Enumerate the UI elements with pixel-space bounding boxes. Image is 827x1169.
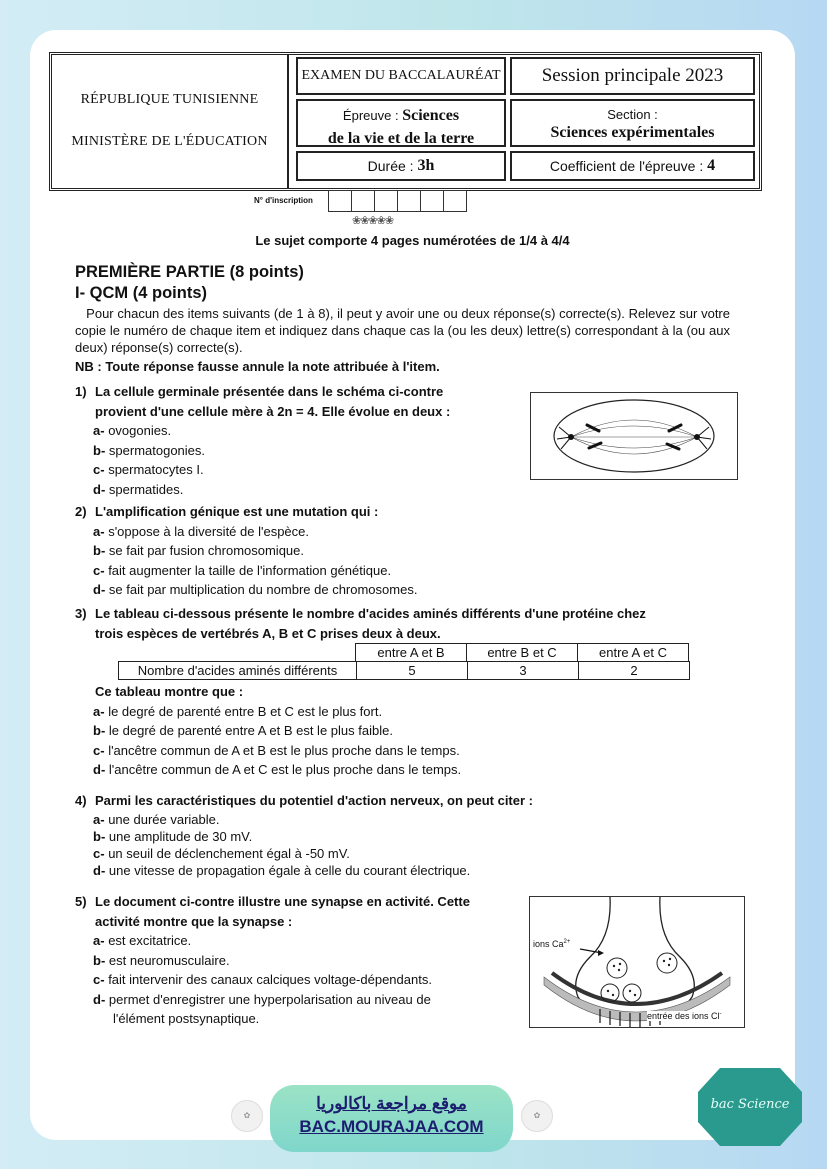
republic-label: RÉPUBLIQUE TUNISIENNE: [80, 92, 259, 107]
question-1: [75, 382, 450, 499]
option-a: [75, 811, 533, 828]
option-text: l'ancêtre commun de A et C est le plus proche dans le temps.: [108, 762, 462, 777]
nb-note: NB : Toute réponse fausse annule la note attribuée à l'item.: [75, 359, 440, 374]
inscription-box: [328, 190, 352, 212]
table-cell: 2: [578, 661, 690, 680]
option-letter: b-: [93, 828, 106, 844]
option-letter: a-: [93, 523, 105, 539]
banner-url[interactable]: BAC.MOURAJAA.COM: [299, 1117, 484, 1136]
option-text: le degré de parenté entre B et C est le plus fort.: [108, 703, 383, 719]
header-institution: [52, 55, 289, 188]
inscription-box: [351, 190, 375, 212]
epreuve-value-2: de la vie et de la terre: [327, 130, 475, 147]
question-text-2: activité montre que la synapse :: [95, 913, 293, 929]
epreuve-cell: [296, 99, 506, 147]
option-letter: d-: [93, 481, 106, 497]
option-a: [75, 421, 450, 441]
bac-science-badge: [696, 1066, 804, 1148]
question-number: 5): [75, 894, 87, 909]
site-banner[interactable]: [270, 1085, 513, 1152]
question-text-2: trois espèces de vertébrés A, B et C prises deux à deux.: [95, 625, 441, 641]
option-text: spermatogonies.: [108, 442, 206, 458]
table-row: [118, 661, 689, 679]
question-3: [75, 604, 646, 643]
option-letter: c-: [93, 972, 105, 987]
option-letter: b-: [93, 723, 106, 738]
duree-label: Durée :: [367, 158, 414, 174]
option-letter: c-: [93, 742, 105, 758]
label-ca-text: ions Ca: [533, 939, 564, 949]
option-text: permet d'enregistrer une hyperpolarisation au niveau de: [108, 991, 431, 1007]
option-letter: b-: [93, 543, 106, 558]
option-text: ovogonies.: [108, 423, 172, 438]
intro-body: Pour chacun des items suivants (de 1 à 8), il peut y avoir une ou deux réponse(s) correcte(s). Relevez sur votre copie le numéro de chaque item et indiquez dans chaque cas la (ou les deux) lettre(s) correspondant à la (ou aux deux) réponse(s) correcte(s).: [75, 306, 730, 355]
option-text: fait augmenter la taille de l'information génétique.: [108, 562, 392, 578]
option-letter: b-: [93, 442, 106, 458]
question-number: 2): [75, 504, 87, 519]
option-text: se fait par fusion chromosomique.: [108, 543, 305, 558]
subject-note: Le sujet comporte 4 pages numérotées de 1/4 à 4/4: [255, 233, 570, 248]
coef-label: Coefficient de l'épreuve :: [549, 158, 704, 174]
option-text: est excitatrice.: [108, 933, 192, 948]
option-c: [75, 845, 533, 862]
option-b: [75, 541, 417, 561]
option-letter: a-: [93, 933, 105, 948]
question-2: [75, 502, 417, 600]
option-letter: d-: [93, 862, 106, 878]
option-letter: d-: [93, 762, 106, 777]
security-pattern-icon: ❀❀❀❀❀: [352, 215, 394, 227]
exam-title: EXAMEN DU BACCALAURÉAT: [296, 57, 506, 95]
option-letter: c-: [93, 845, 105, 861]
inscription-box: [420, 190, 444, 212]
ministry-label: MINISTÈRE DE L'ÉDUCATION: [71, 134, 268, 149]
site-logo-icon: ✿: [521, 1100, 553, 1132]
table-header: entre A et B: [355, 643, 467, 662]
coef-value: 4: [707, 157, 716, 174]
option-letter: a-: [93, 703, 105, 719]
option-a: [75, 702, 461, 722]
session-title: Session principale 2023: [510, 57, 755, 95]
option-c: [75, 741, 461, 761]
option-b: [75, 951, 470, 971]
cell-division-figure: [530, 392, 738, 480]
option-letter: c-: [93, 462, 105, 477]
inscription-label: N° d'inscription: [254, 196, 313, 205]
question-3-options: [75, 682, 461, 780]
option-letter: b-: [93, 952, 106, 968]
inscription-boxes: [328, 190, 466, 212]
badge-text: bac Science: [710, 1097, 790, 1112]
option-text: le degré de parenté entre A et B est le plus faible.: [108, 723, 393, 738]
table-header: entre B et C: [466, 643, 578, 662]
option-b: [75, 441, 450, 461]
banner-arabic[interactable]: موقع مراجعة باكالوريا: [316, 1094, 467, 1113]
question-4: [75, 791, 533, 879]
option-c: [75, 561, 417, 581]
option-text: spermatides.: [108, 481, 184, 497]
option-letter: a-: [93, 811, 105, 827]
label-cl-ions: [647, 1011, 722, 1021]
question-text: Parmi les caractéristiques du potentiel d'action nerveux, on peut citer :: [95, 793, 533, 808]
option-d: [75, 990, 470, 1010]
table-lead: Ce tableau montre que :: [95, 684, 244, 699]
site-logo-icon: ✿: [231, 1100, 263, 1132]
synapse-figure: [529, 896, 745, 1028]
option-letter: a-: [93, 423, 105, 438]
option-text: se fait par multiplication du nombre de chromosomes.: [108, 582, 418, 597]
option-letter: d-: [93, 582, 106, 597]
section-cell: [510, 99, 755, 147]
section-label: Section :: [607, 107, 658, 122]
inscription-box: [443, 190, 467, 212]
option-text: spermatocytes I.: [108, 462, 204, 477]
question-number: 3): [75, 606, 87, 621]
option-text: une vitesse de propagation égale à celle du courant électrique.: [108, 862, 471, 878]
coef-cell: [510, 151, 755, 181]
option-text: une durée variable.: [108, 811, 220, 827]
question-text: La cellule germinale présentée dans le schéma ci-contre: [95, 384, 444, 399]
option-d: [75, 480, 450, 500]
option-text: un seuil de déclenchement égal à -50 mV.: [108, 845, 350, 861]
option-letter: d-: [93, 991, 106, 1007]
table-header-row: [355, 643, 689, 661]
duree-cell: [296, 151, 506, 181]
table-cell: 5: [356, 661, 468, 680]
part-title: PREMIÈRE PARTIE (8 points): [75, 263, 304, 281]
option-text: l'ancêtre commun de A et B est le plus proche dans le temps.: [108, 742, 460, 758]
option-c: [75, 460, 450, 480]
question-number: 1): [75, 384, 87, 399]
question-text: L'amplification génique est une mutation qui :: [95, 504, 379, 519]
option-d-cont: l'élément postsynaptique.: [113, 1011, 260, 1026]
amino-acid-table: [118, 643, 689, 679]
question-5: [75, 892, 470, 1029]
option-d: [75, 862, 533, 879]
option-text: s'oppose à la diversité de l'espèce.: [108, 523, 309, 539]
option-c: [75, 970, 470, 990]
option-text: fait intervenir des canaux calciques voltage-dépendants.: [108, 972, 432, 987]
table-row-label: Nombre d'acides aminés différents: [118, 661, 357, 680]
table-header: entre A et C: [577, 643, 689, 662]
exam-page: [30, 30, 795, 1140]
option-a: [75, 522, 417, 542]
section-value: Sciences expérimentales: [550, 124, 715, 141]
duree-value: 3h: [417, 157, 435, 174]
qcm-title: I- QCM (4 points): [75, 284, 207, 302]
exam-header: [49, 52, 762, 191]
epreuve-value-1: Sciences: [402, 107, 460, 124]
question-text-2: provient d'une cellule mère à 2n = 4. Elle évolue en deux :: [95, 403, 451, 419]
inscription-box: [374, 190, 398, 212]
label-cl-sup: -: [719, 1011, 722, 1017]
epreuve-label: Épreuve :: [342, 108, 403, 123]
table-cell: 3: [467, 661, 579, 680]
label-ca-ions: [533, 939, 570, 949]
label-ca-sup: 2+: [563, 939, 571, 945]
question-text: Le document ci-contre illustre une synapse en activité. Cette: [95, 894, 470, 909]
question-text: Le tableau ci-dessous présente le nombre d'acides aminés différents d'une protéine chez: [95, 606, 646, 621]
option-text: une amplitude de 30 mV.: [108, 828, 253, 844]
option-a: [75, 931, 470, 951]
option-letter: c-: [93, 562, 105, 578]
option-d: [75, 580, 417, 600]
option-b: [75, 828, 533, 845]
option-b: [75, 721, 461, 741]
question-number: 4): [75, 793, 87, 808]
inscription-box: [397, 190, 421, 212]
intro-text: [75, 305, 730, 356]
option-d: [75, 760, 461, 780]
label-cl-text: entrée des ions Cl: [647, 1011, 720, 1021]
option-text: est neuromusculaire.: [108, 952, 230, 968]
